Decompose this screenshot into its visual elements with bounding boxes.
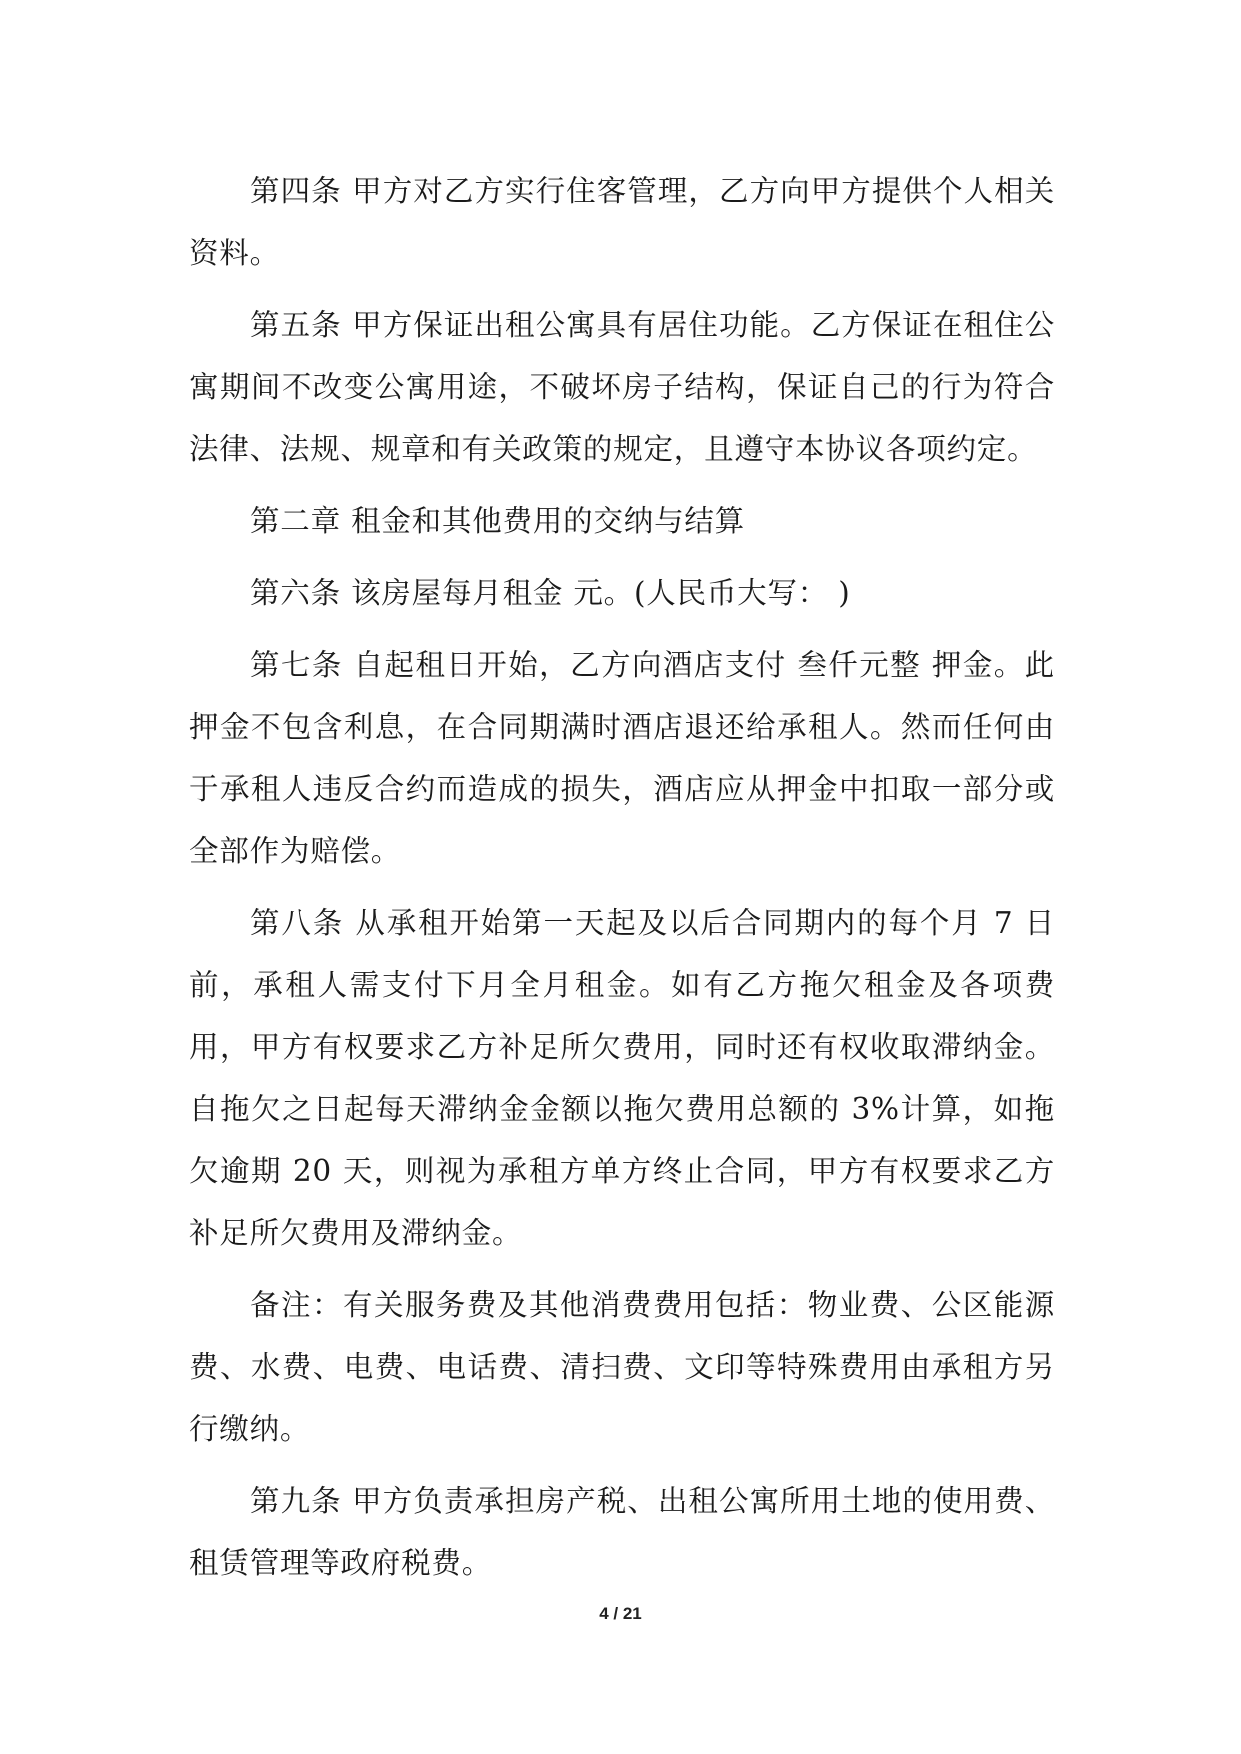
- clause-article-4: 第四条 甲方对乙方实行住客管理，乙方向甲方提供个人相关资料。: [189, 174, 1055, 270]
- page-number: 4 / 21: [599, 1604, 642, 1623]
- clause-article-8: 第八条 从承租开始第一天起及以后合同期内的每个月 7 日前，承租人需支付下月全月租金。如有乙方拖欠租金及各项费用，甲方有权要求乙方补足所欠费用，同时还有权收取滞纳金。自拖欠之日起每天滞纳金金额以拖欠费用总额的 3%计算，如拖欠逾期 20 天，则视为承租方单方终止合同，甲方有权要求乙方补足所欠费用及滞纳金。: [189, 906, 1055, 1250]
- clause-article-7: 第七条 自起租日开始，乙方向酒店支付 叁仟元整 押金。此押金不包含利息，在合同期满时酒店退还给承租人。然而任何由于承租人违反合约而造成的损失，酒店应从押金中扣取一部分或全部作为赔偿。: [189, 648, 1055, 868]
- clause-article-5: 第五条 甲方保证出租公寓具有居住功能。乙方保证在租住公寓期间不改变公寓用途，不破坏房子结构，保证自己的行为符合法律、法规、规章和有关政策的规定，且遵守本协议各项约定。: [189, 308, 1055, 466]
- document-body: [189, 160, 1055, 1604]
- clause-article-6: 第六条 该房屋每月租金 元。(人民币大写： ): [250, 576, 851, 610]
- remark-note: 备注：有关服务费及其他消费费用包括：物业费、公区能源费、水费、电费、电话费、清扫费、文印等特殊费用由承租方另行缴纳。: [189, 1288, 1055, 1446]
- clause-article-9: 第九条 甲方负责承担房产税、出租公寓所用土地的使用费、租赁管理等政府税费。: [189, 1484, 1055, 1580]
- chapter-2-heading: 第二章 租金和其他费用的交纳与结算: [250, 504, 745, 538]
